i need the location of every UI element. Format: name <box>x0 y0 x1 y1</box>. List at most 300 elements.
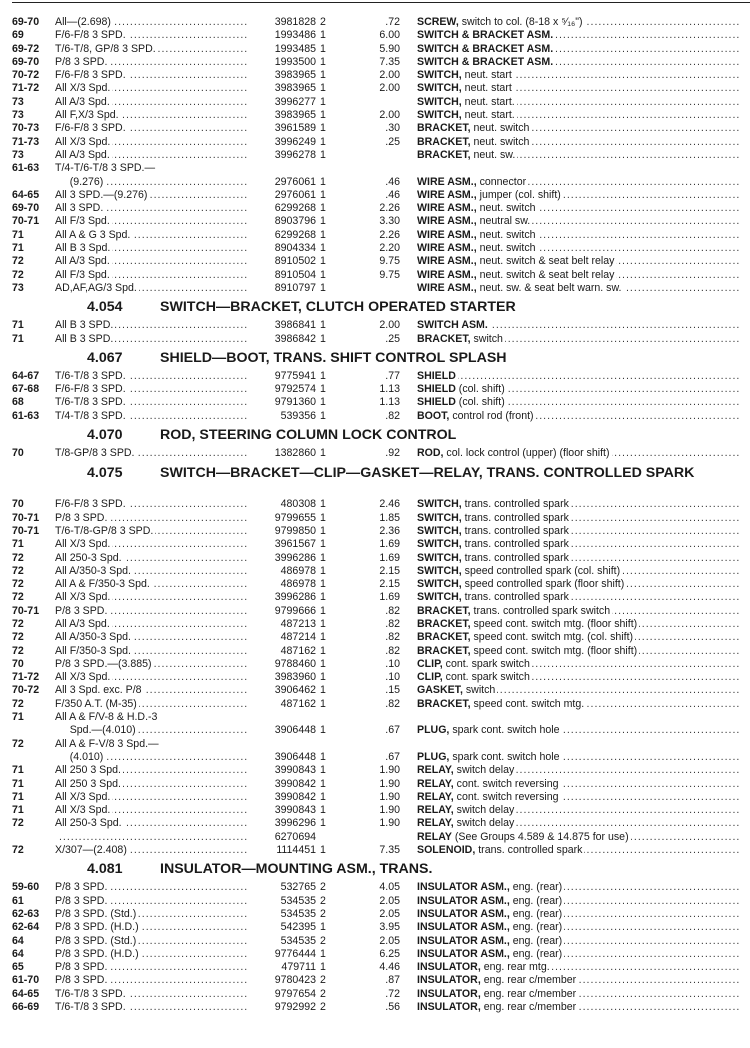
item-text <box>417 498 571 510</box>
part-number: 3906448 <box>274 724 316 737</box>
part-number: 9799850 <box>274 524 316 537</box>
item-detail: switch delay <box>453 817 515 830</box>
quantity: 1 <box>320 804 326 817</box>
model-text: All 3 SPD.—(9.276) <box>55 188 148 201</box>
item-detail: (col. shift) <box>455 396 505 409</box>
price: 2.36 <box>379 524 400 537</box>
item-description <box>417 764 740 777</box>
quantity: 1 <box>320 95 326 108</box>
model-text: P/8 3 SPD. <box>55 974 108 987</box>
item-detail: eng. rear c/member <box>480 987 577 1000</box>
item-description <box>417 43 740 56</box>
parts-row <box>12 631 740 644</box>
model-text: All A & F-V/8 3 Spd.— <box>55 737 159 750</box>
parts-row <box>12 974 740 987</box>
part-number: 3990842 <box>274 777 316 790</box>
item-detail: trans. controlled spark <box>461 591 569 604</box>
price: .82 <box>385 631 400 644</box>
parts-row <box>12 711 740 724</box>
model-text: All X/3 Spd. <box>55 82 111 95</box>
year-range: 72 <box>12 591 24 604</box>
price: .82 <box>385 409 400 422</box>
year-range: 72 <box>12 817 24 830</box>
quantity: 1 <box>320 175 326 188</box>
price: .72 <box>385 987 400 1000</box>
item-name: RELAY <box>417 830 452 843</box>
part-number: 9775941 <box>274 369 316 382</box>
item-name: SWITCH, <box>417 538 462 551</box>
model-text: (4.010) <box>55 750 104 763</box>
item-name: RELAY, <box>417 804 454 817</box>
price: 4.46 <box>379 961 400 974</box>
section-title: SWITCH—BRACKET, CLUTCH OPERATED STARTER <box>160 299 516 316</box>
item-name: WIRE ASM., <box>417 228 477 241</box>
parts-row <box>12 149 740 162</box>
year-range: 61-70 <box>12 974 40 987</box>
item-detail: neut. start. <box>461 95 515 108</box>
model-text: (9.276) <box>55 175 104 188</box>
year-range: 72 <box>12 578 24 591</box>
parts-row <box>12 565 740 578</box>
parts-row <box>12 56 740 69</box>
model-text: All 3 Spd. exc. P/8 <box>55 684 142 697</box>
item-description <box>417 29 740 42</box>
item-detail: (See Groups 4.589 & 14.875 for use) <box>451 830 629 843</box>
year-range: 59-60 <box>12 881 40 894</box>
model-description <box>55 738 249 751</box>
quantity: 1 <box>320 551 326 564</box>
part-number: 486978 <box>280 564 316 577</box>
item-text <box>417 921 564 933</box>
item-name: SWITCH, <box>417 578 462 591</box>
model-text: All A/350-3 Spd. <box>55 564 131 577</box>
model-text: All 3 SPD. <box>55 202 104 215</box>
parts-row <box>12 804 740 817</box>
year-range: 72 <box>12 564 24 577</box>
item-description <box>417 498 740 511</box>
part-number: 8910797 <box>274 281 316 294</box>
price: 1.90 <box>379 790 400 803</box>
parts-row <box>12 122 740 135</box>
quantity: 1 <box>320 55 326 68</box>
item-text <box>417 69 514 81</box>
item-text <box>417 202 538 214</box>
price: .25 <box>385 332 400 345</box>
item-text <box>417 935 564 947</box>
model-text: All B 3 Spd. <box>55 242 111 255</box>
price: 1.69 <box>379 551 400 564</box>
quantity: 1 <box>320 109 326 122</box>
part-number: 534535 <box>280 894 316 907</box>
item-name: BOOT, <box>417 409 450 422</box>
item-detail: neut. start <box>461 69 512 82</box>
price: 6.25 <box>379 947 400 960</box>
item-description <box>417 410 740 423</box>
part-number: 9788460 <box>274 657 316 670</box>
item-text <box>417 684 497 696</box>
year-range: 68 <box>12 396 24 409</box>
part-number: 8903796 <box>274 215 316 228</box>
section-number: 4.075 <box>87 465 123 482</box>
item-text <box>417 631 635 643</box>
year-range: 70 <box>12 447 24 460</box>
price: .67 <box>385 724 400 737</box>
item-detail: speed cont. switch mtg. (floor shift) <box>470 617 638 630</box>
price: 7.35 <box>379 55 400 68</box>
item-text <box>417 109 517 121</box>
year-range: 64 <box>12 947 24 960</box>
part-number: 487213 <box>280 617 316 630</box>
price: .82 <box>385 604 400 617</box>
item-name: WIRE ASM., <box>417 255 477 268</box>
item-name: RELAY, <box>417 817 454 830</box>
item-detail: switch to col. (8-18 x ⁵⁄₁₆") <box>458 16 583 28</box>
item-detail: spark cont. switch hole <box>449 724 560 737</box>
year-range: 67-68 <box>12 383 40 396</box>
item-detail: eng. rear mtg. <box>480 961 550 974</box>
year-range: 71 <box>12 777 24 790</box>
model-text: P/8 3 SPD. <box>55 881 108 894</box>
item-name: WIRE ASM., <box>417 202 477 215</box>
part-number: 6299268 <box>274 202 316 215</box>
price: .56 <box>385 1001 400 1013</box>
quantity: 1 <box>320 396 326 409</box>
part-number: 8910504 <box>274 268 316 281</box>
price: 9.75 <box>379 268 400 281</box>
item-detail: switch delay <box>453 764 515 777</box>
model-text: All A/3 Spd. <box>55 255 110 268</box>
quantity: 1 <box>320 564 326 577</box>
parts-row <box>12 410 740 423</box>
item-text <box>417 319 490 331</box>
parts-row <box>12 961 740 974</box>
price: .67 <box>385 750 400 763</box>
quantity: 1 <box>320 29 326 42</box>
item-description <box>417 215 740 228</box>
item-text <box>417 242 538 254</box>
parts-row <box>12 895 740 908</box>
year-range: 73 <box>12 95 24 108</box>
part-number: 3983965 <box>274 82 316 95</box>
item-detail: neut. sw. & seat belt warn. sw. <box>476 281 622 294</box>
item-description <box>417 16 740 29</box>
item-description <box>417 645 740 658</box>
item-description <box>417 684 740 697</box>
price: .72 <box>385 16 400 28</box>
item-description <box>417 255 740 268</box>
price: 2.15 <box>379 578 400 591</box>
year-range: 61-63 <box>12 409 40 422</box>
item-description <box>417 605 740 618</box>
quantity: 1 <box>320 657 326 670</box>
year-range: 62-63 <box>12 907 40 920</box>
item-description <box>417 751 740 764</box>
item-description <box>417 578 740 591</box>
quantity: 1 <box>320 319 326 332</box>
model-text: All X/3 Spd. <box>55 671 111 684</box>
part-number: 487162 <box>280 644 316 657</box>
quantity: 1 <box>320 42 326 55</box>
item-description <box>417 591 740 604</box>
item-description <box>417 512 740 525</box>
parts-row <box>12 645 740 658</box>
part-number: 3906462 <box>274 684 316 697</box>
price: 2.46 <box>379 498 400 511</box>
price: 1.90 <box>379 804 400 817</box>
model-text: All—(2.698) <box>55 16 111 28</box>
item-text <box>417 269 616 281</box>
item-text <box>417 645 639 657</box>
item-description <box>417 176 740 189</box>
quantity: 1 <box>320 202 326 215</box>
parts-row <box>12 43 740 56</box>
item-description <box>417 724 740 737</box>
section-title: INSULATOR—MOUNTING ASM., TRANS. <box>160 861 433 878</box>
quantity: 1 <box>320 498 326 511</box>
quantity: 1 <box>320 604 326 617</box>
quantity: 1 <box>320 369 326 382</box>
item-description <box>417 122 740 135</box>
item-detail: neut. switch & seat belt relay <box>476 255 615 268</box>
parts-row <box>12 16 740 29</box>
item-name: SWITCH ASM. <box>417 319 488 332</box>
model-text: F/6-F/8 3 SPD. <box>55 498 126 511</box>
part-number: 487214 <box>280 631 316 644</box>
item-name: SHIELD <box>417 369 456 382</box>
item-text <box>417 591 571 603</box>
price: 1.85 <box>379 511 400 524</box>
item-text <box>417 136 531 148</box>
item-description <box>417 189 740 202</box>
parts-row <box>12 82 740 95</box>
price: 2.00 <box>379 82 400 95</box>
part-number: 534535 <box>280 934 316 947</box>
item-name: SWITCH, <box>417 551 462 564</box>
price: .30 <box>385 122 400 135</box>
top-rule <box>12 2 750 3</box>
parts-row <box>12 605 740 618</box>
year-range: 61 <box>12 894 24 907</box>
parts-row <box>12 724 740 737</box>
item-description <box>417 1001 740 1014</box>
model-text: F/6-F/8 3 SPD. <box>55 69 126 82</box>
parts-row <box>12 921 740 934</box>
item-description <box>417 109 740 122</box>
price: .82 <box>385 697 400 710</box>
item-name: WIRE ASM., <box>417 175 477 188</box>
part-number: 3996277 <box>274 95 316 108</box>
item-detail: speed controlled spark (floor shift) <box>461 578 625 591</box>
quantity: 1 <box>320 578 326 591</box>
item-text <box>417 988 578 1000</box>
item-name: BRACKET, <box>417 631 471 644</box>
item-detail: trans. controlled spark <box>475 844 583 857</box>
item-detail: eng. (rear) <box>509 907 563 920</box>
year-range: 71 <box>12 332 24 345</box>
model-text: P/8 3 SPD. <box>55 55 108 68</box>
item-detail: switch <box>462 684 496 697</box>
item-description <box>417 974 740 987</box>
item-detail: eng. rear c/member <box>480 1001 577 1013</box>
quantity: 1 <box>320 82 326 95</box>
part-number: 2976061 <box>274 175 316 188</box>
parts-row <box>12 591 740 604</box>
model-text: F/350 A.T. (M-35) <box>55 697 137 710</box>
part-number: 3983960 <box>274 671 316 684</box>
quantity: 2 <box>320 974 326 987</box>
item-detail: eng. (rear) <box>509 921 563 934</box>
year-range: 70-71 <box>12 511 40 524</box>
item-name: WIRE ASM., <box>417 215 477 228</box>
item-description <box>417 370 740 383</box>
year-range: 71 <box>12 319 24 332</box>
item-text <box>417 525 571 537</box>
price: 2.26 <box>379 228 400 241</box>
price: .77 <box>385 369 400 382</box>
part-number: 3961589 <box>274 122 316 135</box>
parts-row <box>12 29 740 42</box>
item-description <box>417 921 740 934</box>
item-text <box>417 96 517 108</box>
quantity: 1 <box>320 631 326 644</box>
model-text: All 250-3 Spd. <box>55 551 122 564</box>
quantity: 1 <box>320 122 326 135</box>
price: 2.00 <box>379 69 400 82</box>
item-description <box>417 658 740 671</box>
section-number: 4.070 <box>87 427 123 444</box>
model-text: P/8 3 SPD. (Std.) <box>55 934 137 947</box>
parts-row <box>12 69 740 82</box>
year-range: 69 <box>12 29 24 42</box>
part-number: 3983965 <box>274 69 316 82</box>
item-name: INSULATOR, <box>417 987 481 1000</box>
price: 2.05 <box>379 934 400 947</box>
year-range: 71 <box>12 228 24 241</box>
year-range: 72 <box>12 631 24 644</box>
quantity: 1 <box>320 961 326 974</box>
section-header <box>12 460 740 498</box>
parts-row <box>12 447 740 460</box>
item-name: SWITCH & BRACKET ASM. <box>417 55 554 68</box>
item-name: SWITCH, <box>417 564 462 577</box>
item-description <box>417 961 740 974</box>
price: 1.90 <box>379 764 400 777</box>
item-description <box>417 844 740 857</box>
section-number: 4.054 <box>87 299 123 316</box>
item-detail: eng. (rear) <box>509 881 563 894</box>
item-description <box>417 282 740 295</box>
part-number: 1993486 <box>274 29 316 42</box>
part-number: 487162 <box>280 697 316 710</box>
item-text <box>417 658 532 670</box>
item-name: INSULATOR ASM., <box>417 947 510 960</box>
part-number: 3990843 <box>274 764 316 777</box>
item-detail: neut. switch <box>476 228 536 241</box>
item-detail: trans. controlled spark <box>461 551 569 564</box>
quantity: 1 <box>320 332 326 345</box>
model-text: All 250-3 Spd. <box>55 817 122 830</box>
price: 9.75 <box>379 255 400 268</box>
item-name: WIRE ASM., <box>417 188 477 201</box>
item-text <box>417 671 532 683</box>
item-name: BRACKET, <box>417 148 471 161</box>
item-description <box>417 136 740 149</box>
year-range: 72 <box>12 644 24 657</box>
item-description <box>417 269 740 282</box>
quantity: 1 <box>320 671 326 684</box>
item-text <box>417 43 555 55</box>
part-number: 1993500 <box>274 55 316 68</box>
model-text: All 250 3 Spd. <box>55 764 121 777</box>
model-text: All X/3 Spd. <box>55 790 111 803</box>
quantity: 1 <box>320 764 326 777</box>
parts-row <box>12 383 740 396</box>
part-number: 8904334 <box>274 242 316 255</box>
quantity: 1 <box>320 383 326 396</box>
quantity: 1 <box>320 844 326 857</box>
item-name: SWITCH, <box>417 95 462 108</box>
quantity: 1 <box>320 148 326 161</box>
item-name: CLIP, <box>417 671 443 684</box>
part-number: 532765 <box>280 881 316 894</box>
price: 1.13 <box>379 383 400 396</box>
price: .10 <box>385 671 400 684</box>
model-text: P/8 3 SPD. <box>55 961 108 974</box>
price: .25 <box>385 135 400 148</box>
model-text: All A/3 Spd. <box>55 148 110 161</box>
item-detail: switch delay <box>453 804 515 817</box>
quantity: 1 <box>320 215 326 228</box>
item-description <box>417 738 740 751</box>
quantity: 1 <box>320 255 326 268</box>
part-number: 3906448 <box>274 750 316 763</box>
year-range: 72 <box>12 617 24 630</box>
model-text: P/8 3 SPD. (H.D.) <box>55 947 139 960</box>
item-text <box>417 82 514 94</box>
item-name: INSULATOR ASM., <box>417 907 510 920</box>
parts-row <box>12 578 740 591</box>
parts-row <box>12 176 740 189</box>
year-range: 71 <box>12 538 24 551</box>
item-text <box>417 751 561 763</box>
item-text <box>417 698 586 710</box>
item-detail: connector <box>476 175 527 188</box>
year-range: 71-72 <box>12 671 40 684</box>
parts-row <box>12 282 740 295</box>
model-text: P/8 3 SPD.—(3.885) <box>55 657 152 670</box>
year-range: 72 <box>12 551 24 564</box>
price: .82 <box>385 617 400 630</box>
year-range: 62-64 <box>12 921 40 934</box>
item-text <box>417 370 458 382</box>
model-text: P/8 3 SPD. <box>55 604 108 617</box>
item-description <box>417 162 740 175</box>
price: 5.90 <box>379 42 400 55</box>
item-detail: neut. start <box>461 82 512 95</box>
item-detail: eng. (rear) <box>509 947 563 960</box>
price: 2.20 <box>379 242 400 255</box>
item-text <box>417 1001 578 1013</box>
model-text: All B 3 SPD. <box>55 319 114 332</box>
item-text <box>417 512 571 524</box>
parts-row <box>12 881 740 894</box>
parts-row <box>12 498 740 511</box>
item-description <box>417 96 740 109</box>
year-range: 73 <box>12 281 24 294</box>
item-name: SWITCH, <box>417 109 462 122</box>
year-range: 72 <box>12 844 24 857</box>
year-range: 70 <box>12 657 24 670</box>
